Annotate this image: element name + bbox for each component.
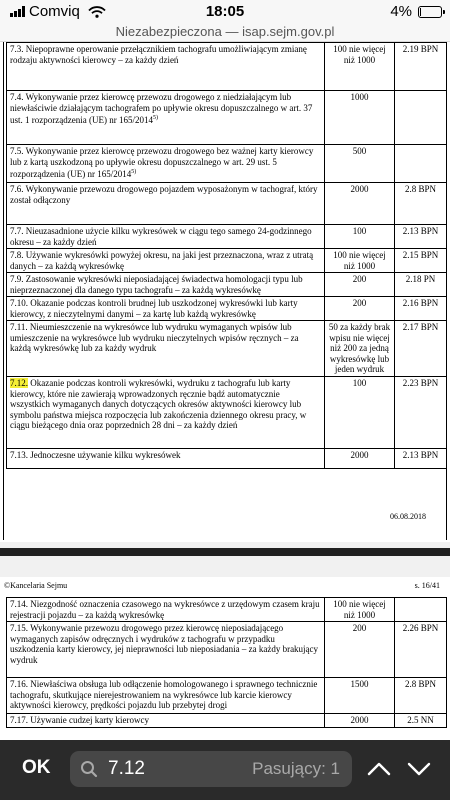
offense-text: 7.7. Nieuzasadnione użycie kilku wykresówek w ciągu tego samego 24-godzinnego okresu – za każdy dzień (10, 226, 312, 247)
search-highlight: 7.12. (10, 378, 28, 388)
url-bar[interactable] (0, 24, 450, 42)
document-date: 06.08.2018 (390, 512, 426, 521)
table-row (7, 43, 447, 91)
offense-description (7, 43, 325, 91)
find-on-page-bar (0, 740, 450, 800)
offense-text: 7.16. Niewłaściwa obsługa lub odłączenie homologowanego i sprawnego technicznie tachografu, skutkujące nierejestrowaniem na wykresówce lub karcie kierowcy aktywności kierowcy, prędkości pojazdu lub przebytej drogi (10, 679, 318, 710)
search-icon (80, 760, 98, 778)
points-code: 2.5 NN (395, 714, 447, 728)
points-code (395, 145, 447, 183)
points-code: 2.16 BPN (395, 297, 447, 321)
footnote-ref: 5) (152, 115, 158, 121)
offense-description (7, 297, 325, 321)
offense-description (7, 449, 325, 469)
offense-description (7, 714, 325, 728)
footnote-ref: 5) (131, 169, 137, 175)
offense-text: 7.14. Niezgodność oznaczenia czasowego na wykresówce z urzędowym czasem kraju rejestracji pojazdu – za każdą wykresówkę (10, 599, 320, 620)
fine-amount: 100 nie więcej niż 1000 (325, 43, 395, 91)
table-row (7, 449, 447, 469)
points-code: 2.8 BPN (395, 183, 447, 225)
fine-amount: 100 (325, 225, 395, 249)
offense-description (7, 249, 325, 273)
offense-text: Okazanie podczas kontroli wykresówki, wydruku z tachografu lub karty kierowcy, które nie zawierają wprowadzonych ręcznie bądź automatycznie wszystkich wymaganych danych dotyczących okresów aktywności kierowcy lub symbolu państwa miejsca rozpoczęcia lub zakończenia dziennego okresu pracy, w ciągu bieżącego dnia oraz poprzednich 28 dni – za każdy dzień (10, 378, 307, 430)
offense-text: 7.13. Jednoczesne używanie kilku wykresówek (10, 450, 181, 460)
table-row (7, 622, 447, 678)
offense-description (7, 678, 325, 714)
carrier-name: Comviq (29, 3, 80, 20)
offense-text: 7.15. Wykonywanie przewozu drogowego przez kierowcę nieposiadającego wymaganych zapisów odręcznych i wydruków z tachografu w przypadku uszkodzenia karty kierowcy, jej nieprawności lub nieposiadania – za każdy brakujący wydruk (10, 623, 319, 665)
offense-text: 7.17. Używanie cudzej karty kierowcy (10, 715, 149, 725)
points-code: 2.15 BPN (395, 249, 447, 273)
table-row (7, 297, 447, 321)
offense-description (7, 377, 325, 449)
page-16 (0, 577, 450, 740)
points-code: 2.23 BPN (395, 377, 447, 449)
status-bar (0, 0, 450, 24)
offense-description (7, 91, 325, 145)
points-code: 2.13 BPN (395, 449, 447, 469)
offense-text: 7.10. Okazanie podczas kontroli brudnej lub uszkodzonej wykresówki lub karty kierowcy, z nieczytelnymi danymi – za kartę lub każdą wykresówkę (10, 298, 298, 319)
battery-icon (418, 6, 442, 18)
copyright-label: ©Kancelaria Sejmu (4, 581, 68, 590)
offense-description (7, 145, 325, 183)
points-code: 2.13 BPN (395, 225, 447, 249)
offense-text: 7.3. Niepoprawne operowanie przełącznikiem tachografu umożliwiającym zmianę rodzaju aktywności kierowcy – za każdy dzień (10, 44, 307, 65)
points-code (395, 598, 447, 622)
table-row (7, 598, 447, 622)
page-number: s. 16/41 (414, 581, 440, 590)
fine-amount: 100 (325, 377, 395, 449)
table-row (7, 249, 447, 273)
offense-text: 7.8. Używanie wykresówki powyżej okresu, na jaki jest przeznaczona, wraz z utratą danych – za każdą wykresówkę (10, 250, 314, 271)
points-code: 2.17 BPN (395, 321, 447, 377)
points-code: 2.8 BPN (395, 678, 447, 714)
fine-amount: 200 (325, 297, 395, 321)
status-time: 18:05 (205, 3, 245, 20)
offense-text: 7.4. Wykonywanie przez kierowcę przewozu drogowego z niedziałającym lub niewłaściwie działającym tachografem po upływie okresu dopuszczalnego w art. 37 ust. 1 rozporządzenia (UE) nr 165/2014 (10, 92, 313, 125)
url-text: Niezabezpieczona — isap.sejm.gov.pl (115, 24, 335, 39)
page-separator (0, 542, 450, 577)
points-code: 2.19 BPN (395, 43, 447, 91)
offense-description (7, 273, 325, 297)
find-input[interactable] (70, 751, 352, 787)
table-row (7, 377, 447, 449)
offense-description (7, 225, 325, 249)
offense-text: 7.9. Zastosowanie wykresówki nieposiadającej świadectwa homologacji typu lub nieprzeznaczonej dla danego typu tachografu – za każdą wykresówkę (10, 274, 303, 295)
page-15 (0, 42, 450, 542)
penalty-table-continued (6, 597, 447, 728)
fine-amount: 1000 (325, 91, 395, 145)
offense-description (7, 598, 325, 622)
fine-amount: 200 (325, 622, 395, 678)
points-code: 2.26 BPN (395, 622, 447, 678)
table-row (7, 183, 447, 225)
offense-text: 7.6. Wykonywanie przewozu drogowego pojazdem wyposażonym w tachograf, który został odłączony (10, 184, 318, 205)
fine-amount: 100 nie więcej niż 1000 (325, 249, 395, 273)
offense-description (7, 183, 325, 225)
table-row (7, 321, 447, 377)
fine-amount: 200 (325, 273, 395, 297)
find-query: 7.12 (108, 758, 145, 779)
page-header (4, 581, 444, 590)
table-row (7, 225, 447, 249)
points-code (395, 91, 447, 145)
table-row (7, 145, 447, 183)
fine-amount: 1500 (325, 678, 395, 714)
fine-amount: 2000 (325, 714, 395, 728)
table-row (7, 678, 447, 714)
status-right (390, 3, 442, 20)
fine-amount: 2000 (325, 183, 395, 225)
offense-text: 7.11. Nieumieszczenie na wykresówce lub wydruku wymaganych wpisów lub umieszczenie na wykresówce lub wydruku nieczytelnych wpisów ręcznych – za każdą wykresówkę lub za każdy wydruk (10, 322, 299, 353)
table-row (7, 714, 447, 728)
table-row (7, 273, 447, 297)
chevron-down-icon[interactable] (406, 756, 432, 782)
match-count: Pasujący: 1 (252, 759, 340, 778)
fine-amount: 50 za każdy brak wpisu nie więcej niż 200 za jedną wykresówkę lub jeden wydruk (325, 321, 395, 377)
penalty-table (6, 42, 447, 469)
done-button[interactable]: OK (22, 757, 51, 778)
fine-amount: 2000 (325, 449, 395, 469)
battery-percent: 4% (390, 3, 412, 20)
offense-description (7, 321, 325, 377)
chevron-up-icon[interactable] (366, 756, 392, 782)
offense-description (7, 622, 325, 678)
fine-amount: 500 (325, 145, 395, 183)
points-code: 2.18 PN (395, 273, 447, 297)
offense-text: 7.5. Wykonywanie przez kierowcę przewozu drogowego bez ważnej karty kierowcy lub z kartą uszkodzoną po upływie okresu dopuszczalnego w art. 29 ust. 5 rozporządzenia (UE) nr 165/2014 (10, 146, 314, 179)
table-row (7, 91, 447, 145)
fine-amount: 100 nie więcej niż 1000 (325, 598, 395, 622)
document-view[interactable] (0, 42, 450, 740)
